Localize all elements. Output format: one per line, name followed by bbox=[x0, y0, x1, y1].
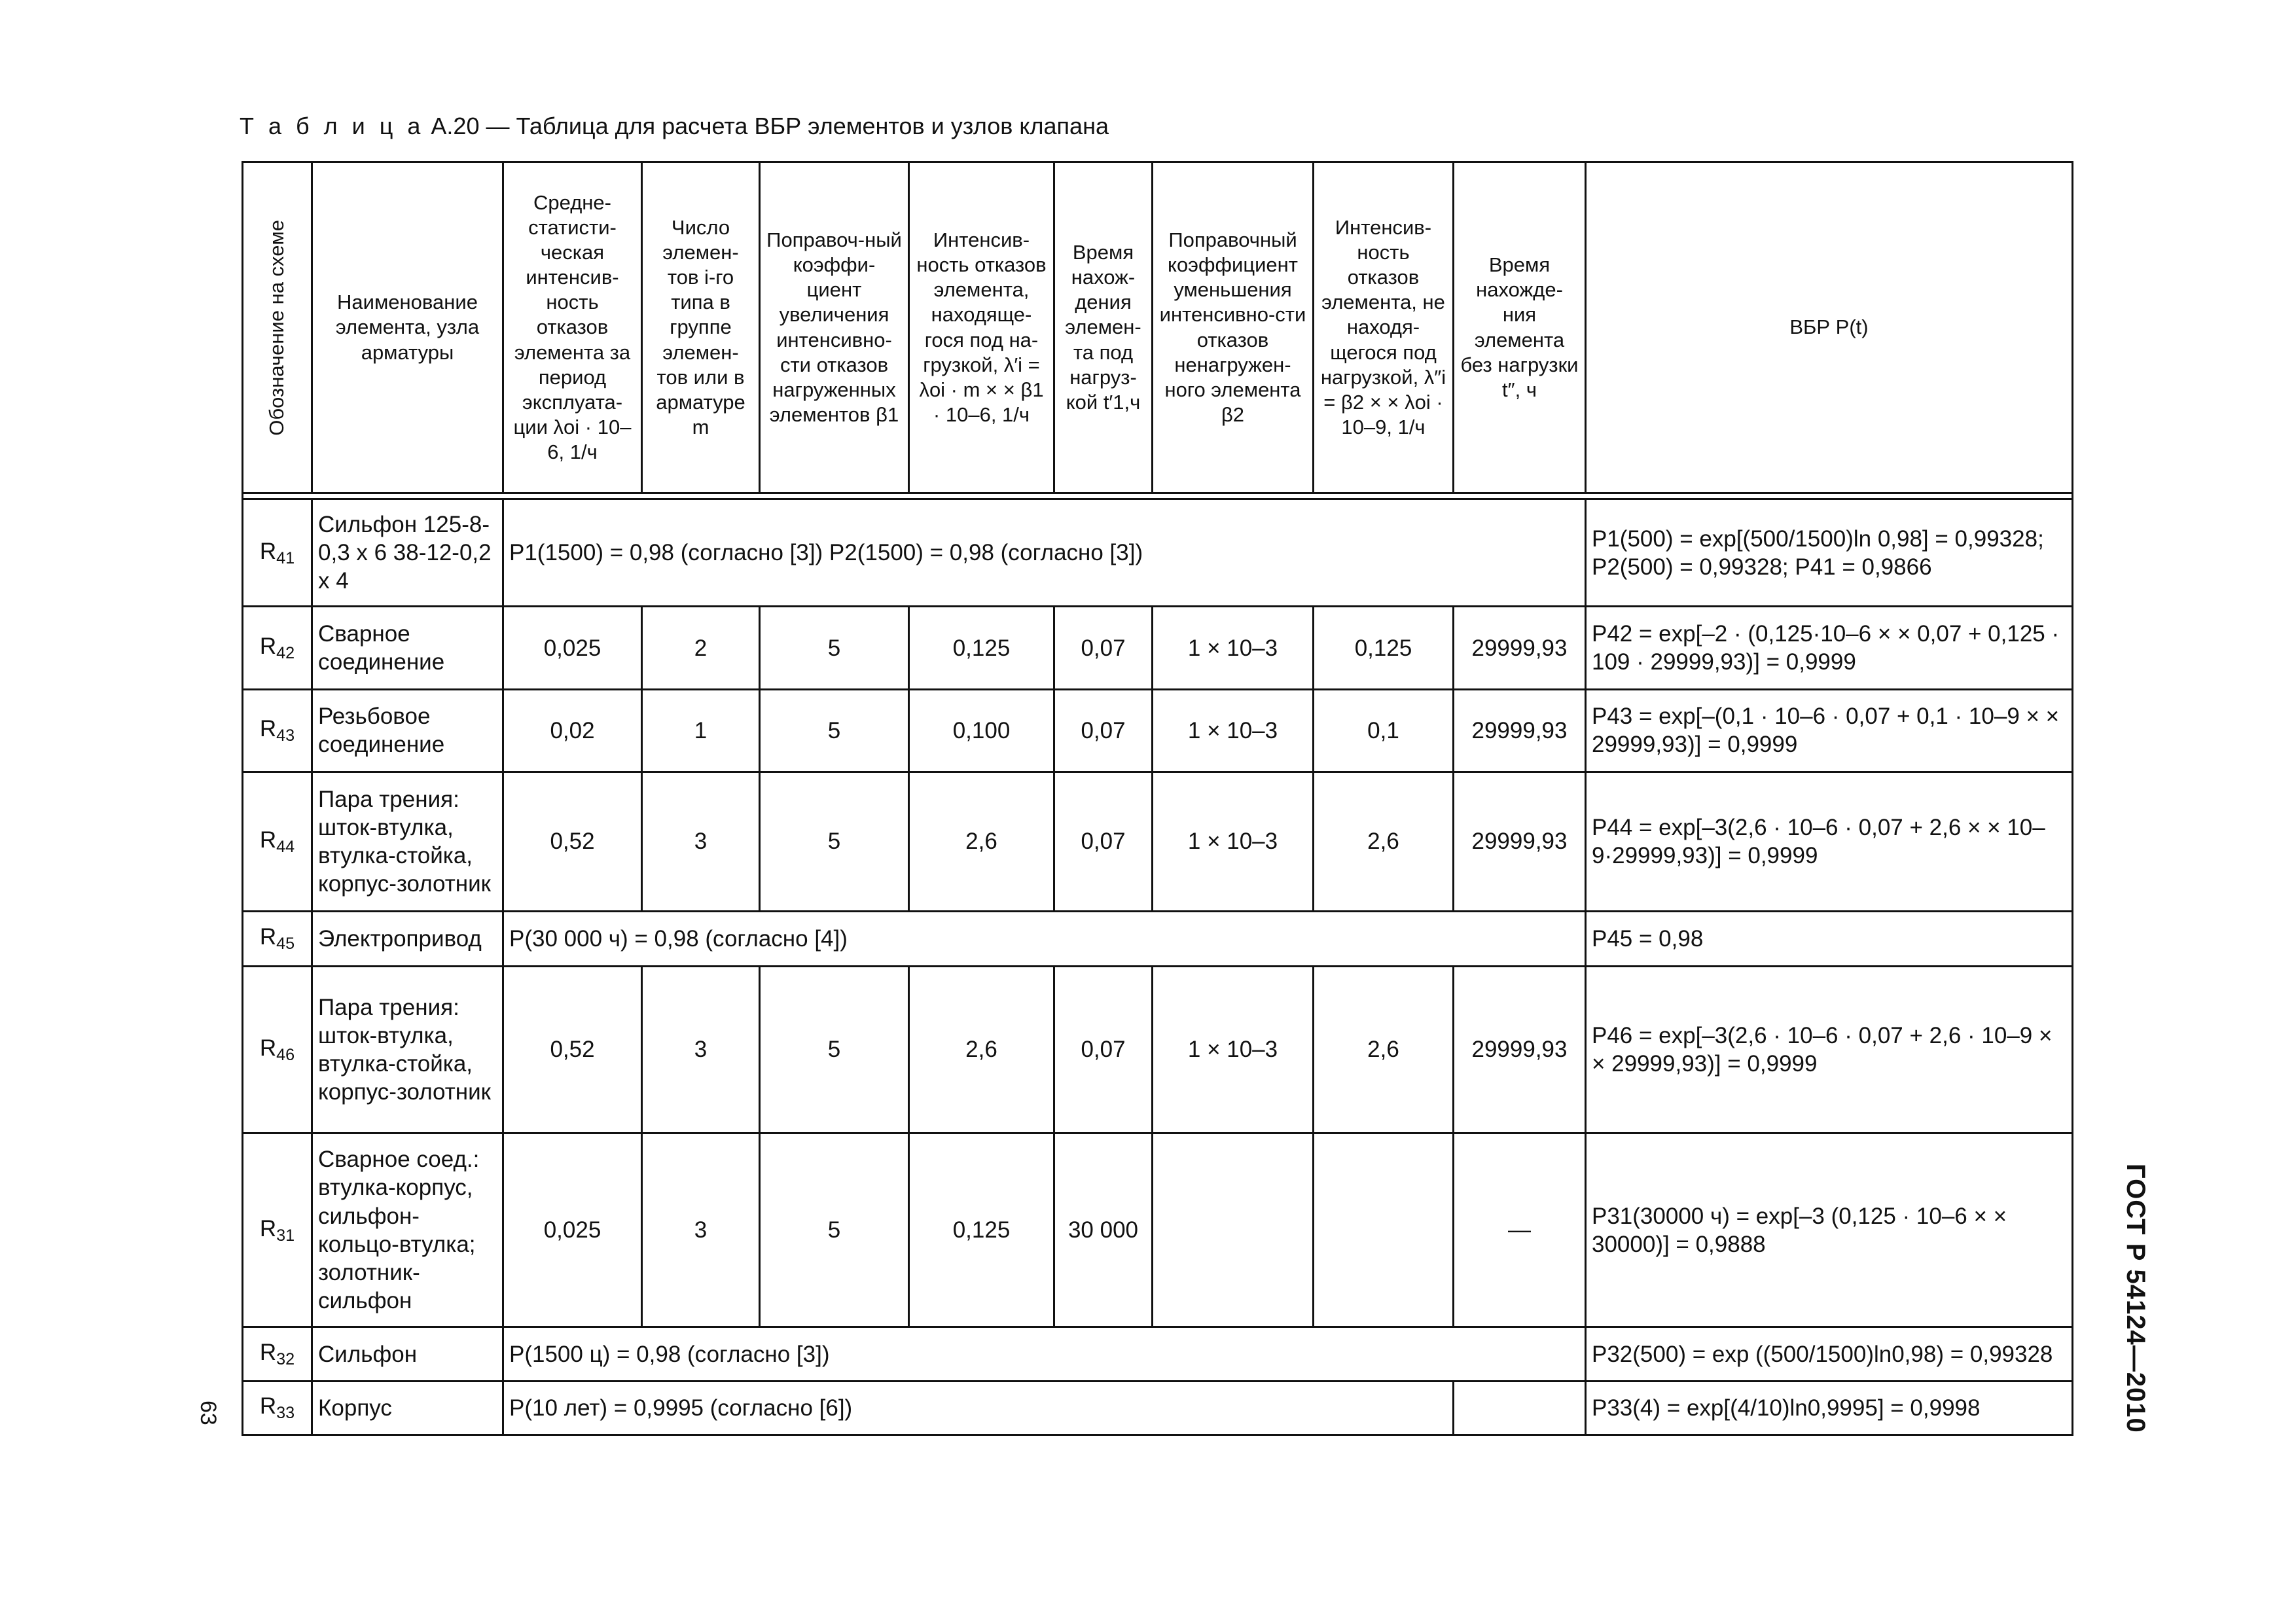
header-designation: Обозначение на схеме bbox=[243, 162, 312, 493]
header-count: Число элемен-тов i-го типа в группе элемен-тов или в арматуре m bbox=[642, 162, 760, 493]
row-result: P32(500) = exp ((500/1500)ln0,98) = 0,99328 bbox=[1586, 1327, 2073, 1381]
table-row bbox=[243, 499, 2073, 607]
table-caption bbox=[240, 113, 1109, 140]
header-separator bbox=[243, 493, 2073, 499]
cell-failure-rate: 0,52 bbox=[503, 966, 642, 1133]
header-load-time: Время нахож-дения элемен-та под нагруз-кой t′1,ч bbox=[1054, 162, 1153, 493]
row-designation: $R_{31}$ bbox=[243, 1133, 312, 1327]
table-row bbox=[243, 1327, 2073, 1381]
header-row bbox=[243, 162, 2073, 493]
header-unload-time: Время нахожде-ния элемента без нагрузки t″, ч bbox=[1454, 162, 1586, 493]
row-result: P45 = 0,98 bbox=[1586, 911, 2073, 966]
table-row bbox=[243, 966, 2073, 1133]
cell-load-factor: 5 bbox=[760, 772, 909, 912]
row-name: Электропривод bbox=[312, 911, 503, 966]
row-name: Сильфон 125-8-0,3 х 6 38-12-0,2 х 4 bbox=[312, 499, 503, 607]
cell-failure-rate: 0,02 bbox=[503, 689, 642, 772]
reliability-table bbox=[242, 161, 2073, 1436]
header-failure-rate: Средне-статисти-ческая интенсив-ность отказов элемента за период эксплуата-ции λoi · 10–6, 1/ч bbox=[503, 162, 642, 493]
cell-loaded-rate: 0,125 bbox=[909, 1133, 1054, 1327]
cell-unload-factor bbox=[1153, 1133, 1314, 1327]
cell-unloaded-rate: 0,125 bbox=[1314, 607, 1454, 689]
cell-load-time: 0,07 bbox=[1054, 607, 1153, 689]
cell-load-time: 30 000 bbox=[1054, 1133, 1153, 1327]
row-designation: $R_{44}$ bbox=[243, 772, 312, 912]
row-note: P1(1500) = 0,98 (согласно [3]) P2(1500) = 0,98 (согласно [3]) bbox=[503, 499, 1586, 607]
row-name: Пара трения: шток-втулка, втулка-стойка, корпус-золотник bbox=[312, 772, 503, 912]
row-result: P44 = exp[–3(2,6 · 10–6 · 0,07 + 2,6 × × 10–9·29999,93)] = 0,9999 bbox=[1586, 772, 2073, 912]
row-result: P1(500) = exp[(500/1500)ln 0,98] = 0,99328; P2(500) = 0,99328; P41 = 0,9866 bbox=[1586, 499, 2073, 607]
cell-load-time: 0,07 bbox=[1054, 689, 1153, 772]
row-result: P33(4) = exp[(4/10)ln0,9995] = 0,9998 bbox=[1586, 1381, 2073, 1435]
table-row bbox=[243, 772, 2073, 912]
cell-unloaded-rate: 2,6 bbox=[1314, 772, 1454, 912]
row-note: P(1500 ц) = 0,98 (согласно [3]) bbox=[503, 1327, 1586, 1381]
standard-title: ГОСТ Р 54124—2010 bbox=[2121, 1164, 2150, 1433]
cell-unload-time: 29999,93 bbox=[1454, 689, 1586, 772]
cell-unloaded-rate: 2,6 bbox=[1314, 966, 1454, 1133]
table-row bbox=[243, 689, 2073, 772]
row-designation: $R_{43}$ bbox=[243, 689, 312, 772]
caption-label: Т а б л и ц а bbox=[240, 113, 425, 139]
row-result: P42 = exp[–2 · (0,125·10–6 × × 0,07 + 0,125 · 109 · 29999,93)] = 0,9999 bbox=[1586, 607, 2073, 689]
row-designation: $R_{41}$ bbox=[243, 499, 312, 607]
cell-unload-time: 29999,93 bbox=[1454, 966, 1586, 1133]
row-designation: $R_{42}$ bbox=[243, 607, 312, 689]
row-note: P(30 000 ч) = 0,98 (согласно [4]) bbox=[503, 911, 1586, 966]
row-name: Сильфон bbox=[312, 1327, 503, 1381]
cell-unloaded-rate: 0,1 bbox=[1314, 689, 1454, 772]
cell-count: 1 bbox=[642, 689, 760, 772]
row-result: P43 = exp[–(0,1 · 10–6 · 0,07 + 0,1 · 10–9 × × 29999,93)] = 0,9999 bbox=[1586, 689, 2073, 772]
row-note: P(10 лет) = 0,9995 (согласно [6]) bbox=[503, 1381, 1454, 1435]
header-loaded-rate: Интенсив-ность отказов элемента, находяще-гося под на-грузкой, λ′i = λoi · m × × β1 · 10–6, 1/ч bbox=[909, 162, 1054, 493]
cell-unload-time: 29999,93 bbox=[1454, 607, 1586, 689]
cell-load-factor: 5 bbox=[760, 1133, 909, 1327]
cell-count: 3 bbox=[642, 966, 760, 1133]
header-name: Наименование элемента, узла арматуры bbox=[312, 162, 503, 493]
row-name: Сварное соед.: втулка-корпус, сильфон-кольцо-втулка; золотник-сильфон bbox=[312, 1133, 503, 1327]
row-empty-cell bbox=[1454, 1381, 1586, 1435]
row-name: Корпус bbox=[312, 1381, 503, 1435]
row-designation: $R_{33}$ bbox=[243, 1381, 312, 1435]
cell-load-time: 0,07 bbox=[1054, 772, 1153, 912]
row-designation: $R_{45}$ bbox=[243, 911, 312, 966]
cell-loaded-rate: 2,6 bbox=[909, 772, 1054, 912]
row-name: Пара трения: шток-втулка, втулка-стойка, корпус-золотник bbox=[312, 966, 503, 1133]
table-row bbox=[243, 607, 2073, 689]
cell-failure-rate: 0,52 bbox=[503, 772, 642, 912]
cell-count: 2 bbox=[642, 607, 760, 689]
table-row bbox=[243, 1133, 2073, 1327]
cell-unloaded-rate bbox=[1314, 1133, 1454, 1327]
cell-unload-factor: 1 × 10–3 bbox=[1153, 607, 1314, 689]
cell-unload-factor: 1 × 10–3 bbox=[1153, 689, 1314, 772]
row-name: Резьбовое соединение bbox=[312, 689, 503, 772]
cell-unload-time: 29999,93 bbox=[1454, 772, 1586, 912]
cell-load-time: 0,07 bbox=[1054, 966, 1153, 1133]
row-designation: $R_{32}$ bbox=[243, 1327, 312, 1381]
page-number: 63 bbox=[196, 1400, 221, 1425]
cell-loaded-rate: 2,6 bbox=[909, 966, 1054, 1133]
table-row bbox=[243, 911, 2073, 966]
cell-unload-factor: 1 × 10–3 bbox=[1153, 772, 1314, 912]
cell-load-factor: 5 bbox=[760, 966, 909, 1133]
header-unload-factor: Поправочный коэффициент уменьшения интенсивно-сти отказов ненагружен-ного элемента β2 bbox=[1153, 162, 1314, 493]
row-result: P31(30000 ч) = exp[–3 (0,125 · 10–6 × × 30000)] = 0,9888 bbox=[1586, 1133, 2073, 1327]
cell-failure-rate: 0,025 bbox=[503, 607, 642, 689]
header-probability: ВБР P(t) bbox=[1586, 162, 2073, 493]
header-load-factor: Поправоч-ный коэффи-циент увеличения интенсивно-сти отказов нагруженных элементов β1 bbox=[760, 162, 909, 493]
cell-load-factor: 5 bbox=[760, 689, 909, 772]
header-unloaded-rate: Интенсив-ность отказов элемента, не находя-щегося под нагрузкой, λ″i = β2 × × λoi · 10–9, 1/ч bbox=[1314, 162, 1454, 493]
cell-count: 3 bbox=[642, 772, 760, 912]
cell-failure-rate: 0,025 bbox=[503, 1133, 642, 1327]
cell-load-factor: 5 bbox=[760, 607, 909, 689]
cell-loaded-rate: 0,100 bbox=[909, 689, 1054, 772]
row-result: P46 = exp[–3(2,6 · 10–6 · 0,07 + 2,6 · 10–9 × × 29999,93)] = 0,9999 bbox=[1586, 966, 2073, 1133]
table-row bbox=[243, 1381, 2073, 1435]
cell-loaded-rate: 0,125 bbox=[909, 607, 1054, 689]
cell-unload-time: — bbox=[1454, 1133, 1586, 1327]
caption-text: А.20 — Таблица для расчета ВБР элементов и узлов клапана bbox=[424, 113, 1109, 139]
row-designation: $R_{46}$ bbox=[243, 966, 312, 1133]
cell-unload-factor: 1 × 10–3 bbox=[1153, 966, 1314, 1133]
row-name: Сварное соединение bbox=[312, 607, 503, 689]
cell-count: 3 bbox=[642, 1133, 760, 1327]
